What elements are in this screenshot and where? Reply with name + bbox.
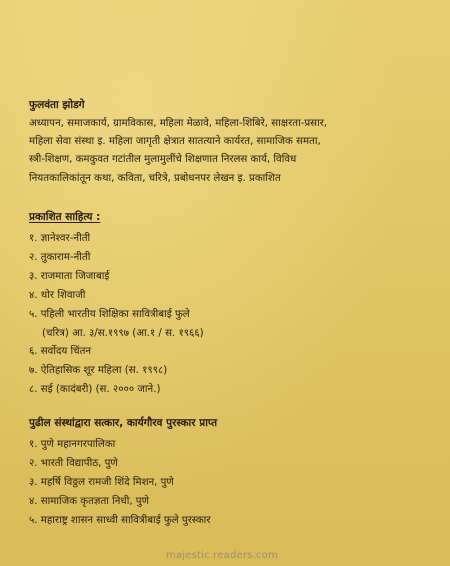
list-item: ८. सई (कादंबरी) (स. २००० जाने.): [29, 384, 161, 396]
list-item: ४. सामाजिक कृतज्ञता निधी, पुणे: [29, 495, 149, 507]
bio-line: नियतकालिकांतून कथा, कविता, चरित्रे, प्रबोधनपर लेखन इ. प्रकाशित: [29, 172, 281, 184]
publications-section: [29, 208, 434, 400]
list-item: २. तुकाराम-नीती: [29, 251, 91, 263]
list-item: ५. महाराष्ट्र शासन साध्वी सावित्रीबाई फुले पुरस्कार: [29, 514, 211, 526]
bio-line: अध्यापन, समाजकार्य, ग्रामविकास, महिला मेळावे, महिला-शिबिरे, साक्षरता-प्रसार,: [29, 118, 328, 129]
list-item: ६. सर्वोदय चिंतन: [29, 346, 92, 358]
bio-line: महिला सेवा संस्था इ. महिला जागृती क्षेत्रात सातत्याने कार्यरत, सामाजिक समता,: [29, 136, 321, 148]
awards-section: [29, 414, 434, 531]
author-name: फुलवंता झोडगे: [29, 99, 85, 111]
list-item: ३. महर्षि विठ्ठल रामजी शिंदे मिशन, पुणे: [29, 476, 174, 488]
list-item: १. ज्ञानेश्वर-नीती: [29, 233, 91, 244]
author-bio: [29, 115, 434, 188]
publications-heading: प्रकाशित साहित्य :: [29, 211, 101, 223]
author-section: [29, 96, 434, 188]
awards-heading: पुढील संस्थांद्वारा सत्कार, कार्यगौरव पुरस्कार प्राप्त: [29, 417, 218, 429]
list-item: ४. थोर शिवाजी: [29, 289, 86, 301]
list-item: ५. पहिली भारतीय शिक्षिका सावित्रीबाई फुले: [29, 308, 190, 320]
awards-list: [29, 436, 434, 531]
list-item: ३. राजमाता जिजाबाई: [29, 270, 110, 282]
bio-line: स्त्री-शिक्षण, कमकुवत गटांतील मुलामुलींचे शिक्षणात निरलस कार्य, विविध: [29, 154, 297, 166]
publications-list: [29, 230, 434, 400]
list-item: ७. ऐतिहासिक शूर महिला (स. १९९८): [29, 365, 168, 377]
list-item: २. भारती विद्यापीठ, पुणे: [29, 457, 118, 469]
watermark-text: majestic readers.com: [166, 550, 278, 561]
list-item: १. पुणे महानगरपालिका: [29, 439, 116, 450]
list-item-continuation: (चरित्र) आ. ३/स.१९९७ (आ.१ / स. १९६६): [42, 327, 204, 339]
